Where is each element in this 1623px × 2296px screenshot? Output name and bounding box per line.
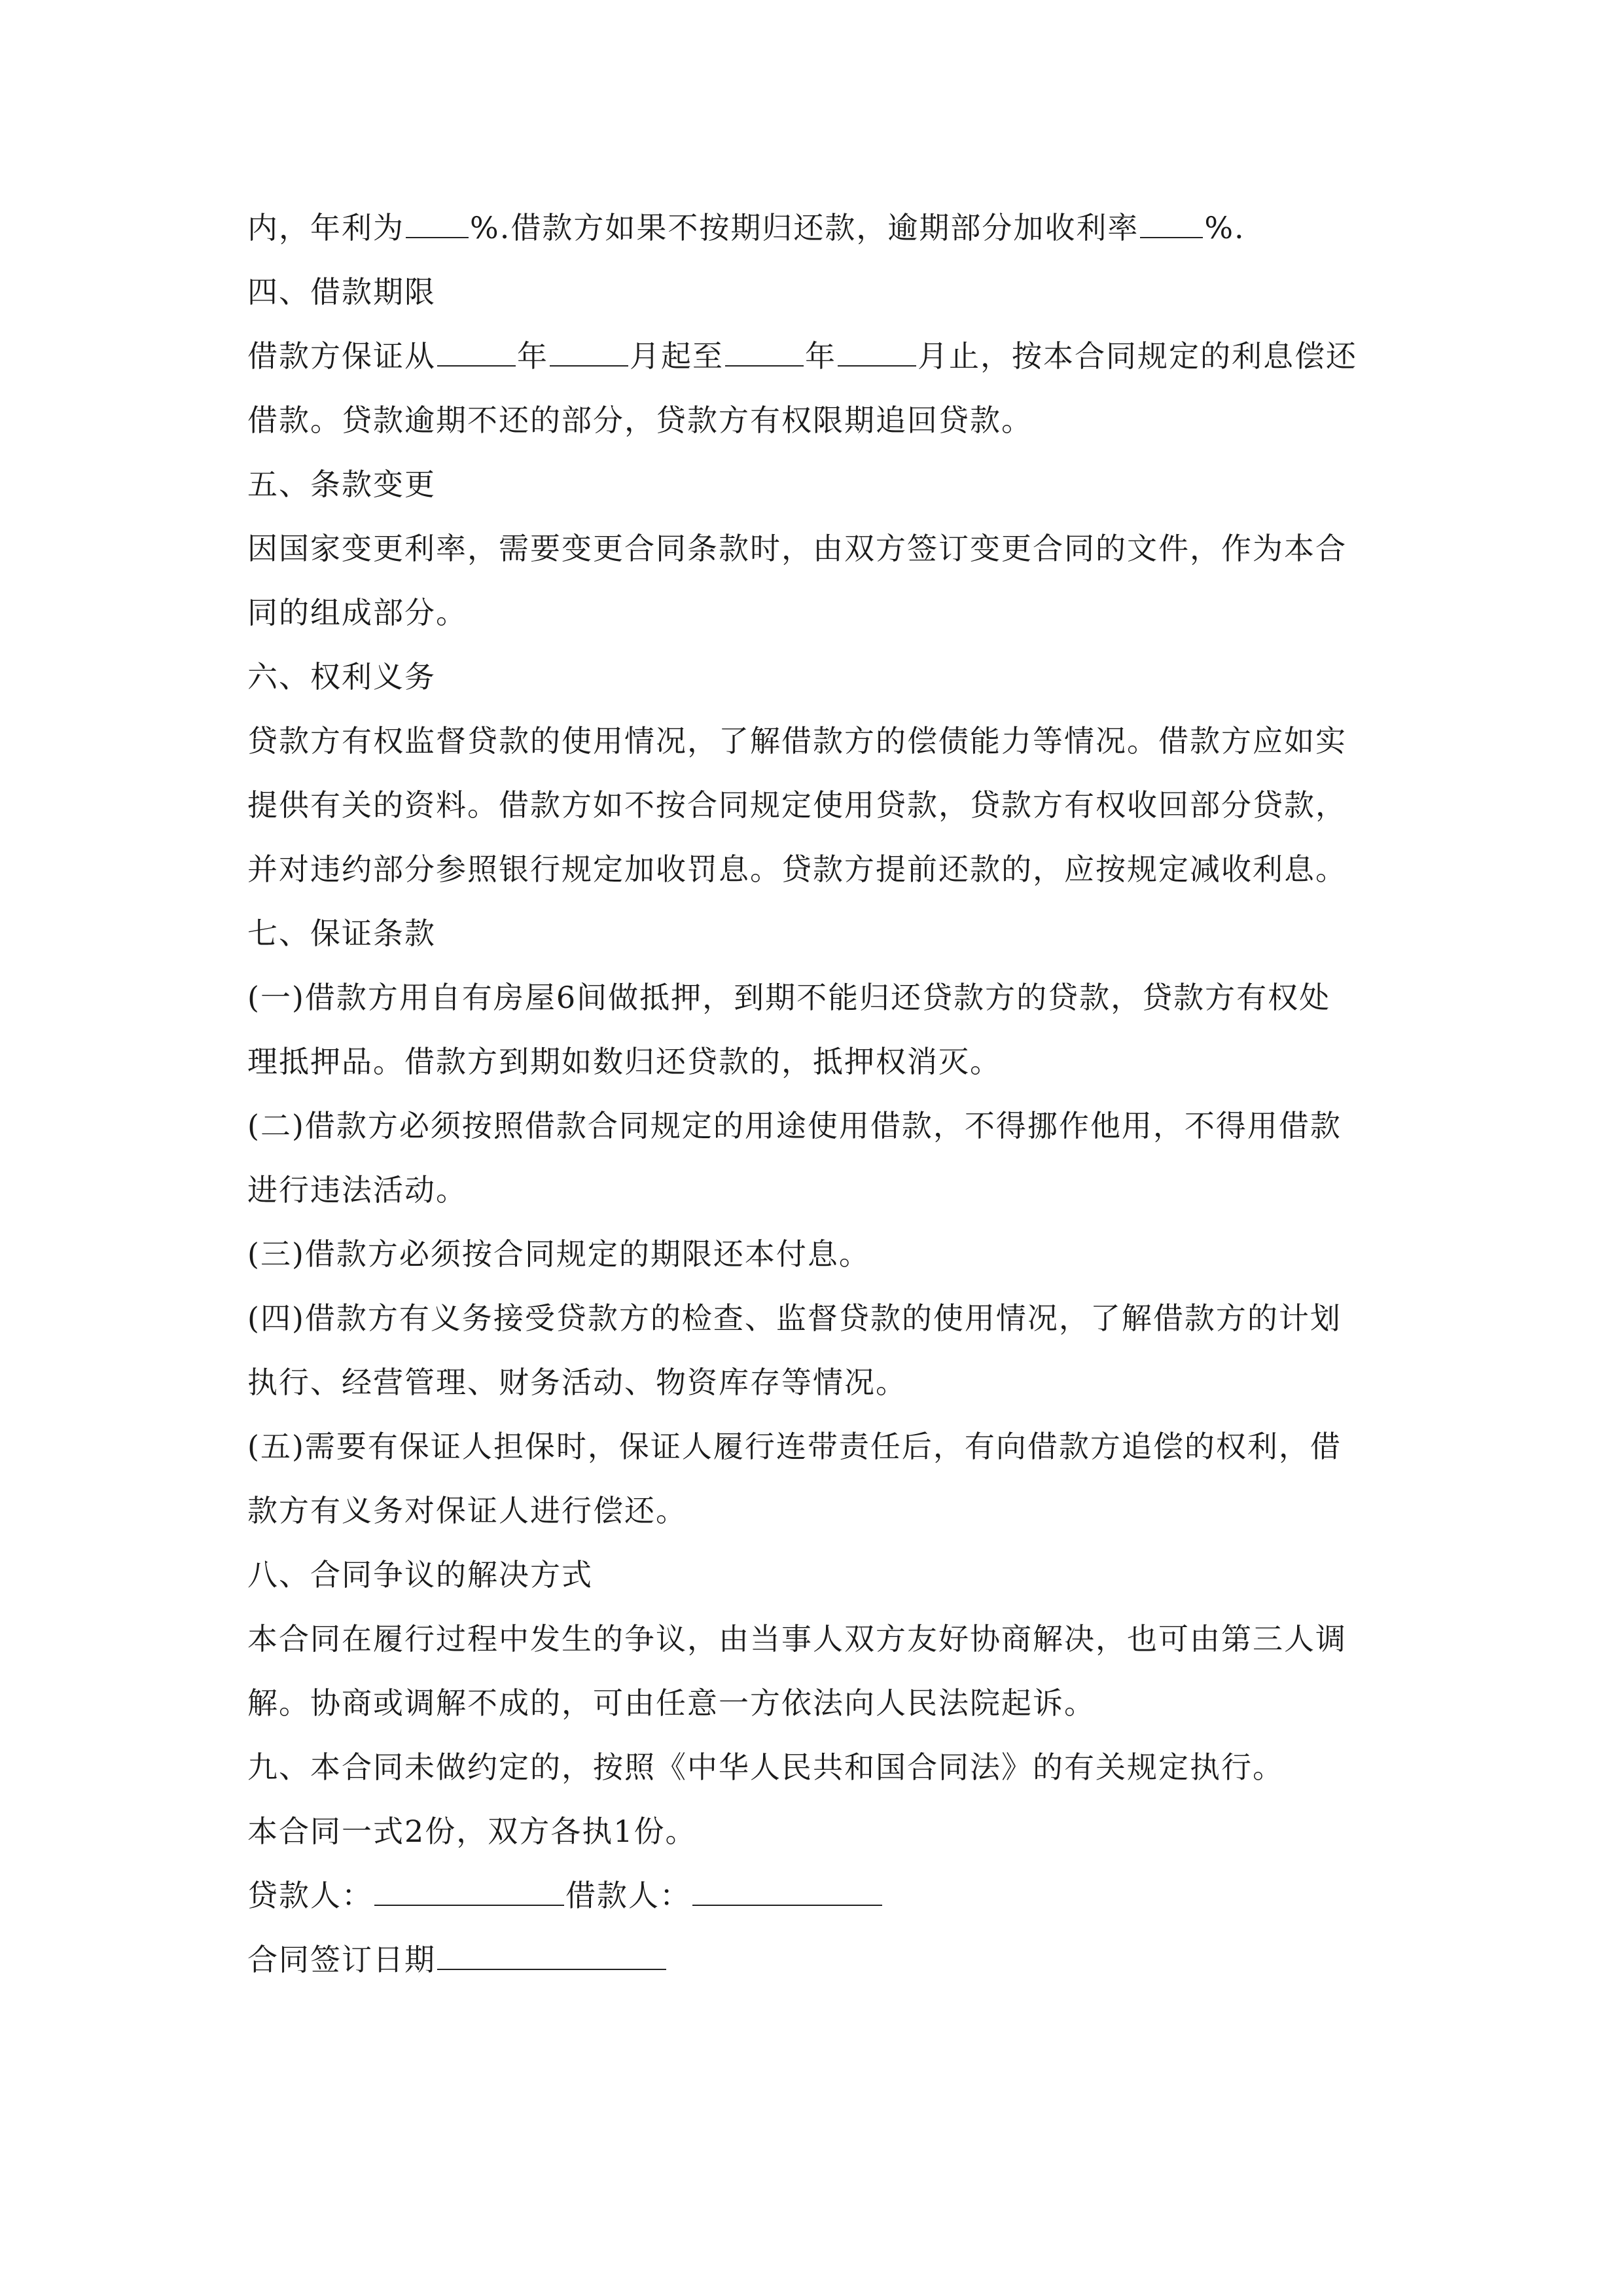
paragraph-line: 贷款方有权监督贷款的使用情况，了解借款方的偿债能力等情况。借款方应如实	[247, 723, 1347, 759]
paragraph-line: 提供有关的资料。借款方如不按合同规定使用贷款，贷款方有权收回部分贷款，	[247, 787, 1347, 823]
overdue-rate-blank[interactable]	[1140, 211, 1203, 238]
paragraph-line: 进行违法活动。	[247, 1172, 467, 1208]
start-month-blank[interactable]	[550, 339, 628, 367]
end-year-blank[interactable]	[725, 339, 804, 367]
signature-line	[247, 1876, 883, 1915]
paragraph-line: 款方有义务对保证人进行偿还。	[247, 1493, 687, 1528]
section-heading: 八、合同争议的解决方式	[247, 1557, 593, 1592]
paragraph-line: 因国家变更利率，需要变更合同条款时，由双方签订变更合同的文件，作为本合	[247, 531, 1347, 566]
end-month-blank[interactable]	[838, 339, 916, 367]
signing-date-label: 合同签订日期	[247, 1942, 436, 1977]
paragraph-line: 本合同一式2份，双方各执1份。	[247, 1814, 697, 1849]
line-interest-rate: 内，年利为 %.借款方如果不按期归还款，逾期部分加收利率 %.	[247, 210, 1245, 245]
paragraph-line: (四)借款方有义务接受贷款方的检查、监督贷款的使用情况，了解借款方的计划	[247, 1300, 1342, 1336]
borrower-label: 借款人：	[565, 1878, 691, 1913]
paragraph-line: 本合同在履行过程中发生的争议，由当事人双方友好协商解决，也可由第三人调	[247, 1621, 1347, 1657]
signing-date-field[interactable]	[437, 1943, 666, 1970]
paragraph-line: (三)借款方必须按合同规定的期限还本付息。	[247, 1236, 870, 1272]
paragraph-line: 解。协商或调解不成的，可由任意一方依法向人民法院起诉。	[247, 1685, 1096, 1721]
borrower-signature-field[interactable]	[692, 1878, 882, 1906]
start-year-blank[interactable]	[437, 339, 516, 367]
paragraph-line: (一)借款方用自有房屋6间做抵押，到期不能归还贷款方的贷款，贷款方有权处	[247, 980, 1331, 1015]
paragraph-line: 同的组成部分。	[247, 595, 467, 630]
section-heading: 六、权利义务	[247, 659, 436, 694]
section-heading: 四、借款期限	[247, 274, 436, 310]
rate-blank[interactable]	[406, 211, 469, 238]
paragraph-line: 借款。贷款逾期不还的部分，贷款方有权限期追回贷款。	[247, 403, 1033, 438]
line-loan-period: 借款方保证从 年 月起至 年 月止，按本合同规定的利息偿还	[247, 338, 1357, 374]
paragraph-line: 执行、经营管理、财务活动、物资库存等情况。	[247, 1365, 907, 1400]
lender-label: 贷款人：	[247, 1878, 373, 1913]
paragraph-line: 理抵押品。借款方到期如数归还贷款的，抵押权消灭。	[247, 1044, 1001, 1079]
lender-signature-field[interactable]	[374, 1878, 564, 1906]
paragraph-line: 并对违约部分参照银行规定加收罚息。贷款方提前还款的，应按规定减收利息。	[247, 852, 1347, 887]
section-heading: 五、条款变更	[247, 467, 436, 502]
paragraph-line: (五)需要有保证人担保时，保证人履行连带责任后，有向借款方追偿的权利，借	[247, 1429, 1342, 1464]
signing-date-line	[247, 1940, 668, 1979]
section-heading: 七、保证条款	[247, 916, 436, 951]
paragraph-line: 九、本合同未做约定的，按照《中华人民共和国合同法》的有关规定执行。	[247, 1749, 1284, 1785]
paragraph-line: (二)借款方必须按照借款合同规定的用途使用借款，不得挪作他用，不得用借款	[247, 1108, 1342, 1143]
